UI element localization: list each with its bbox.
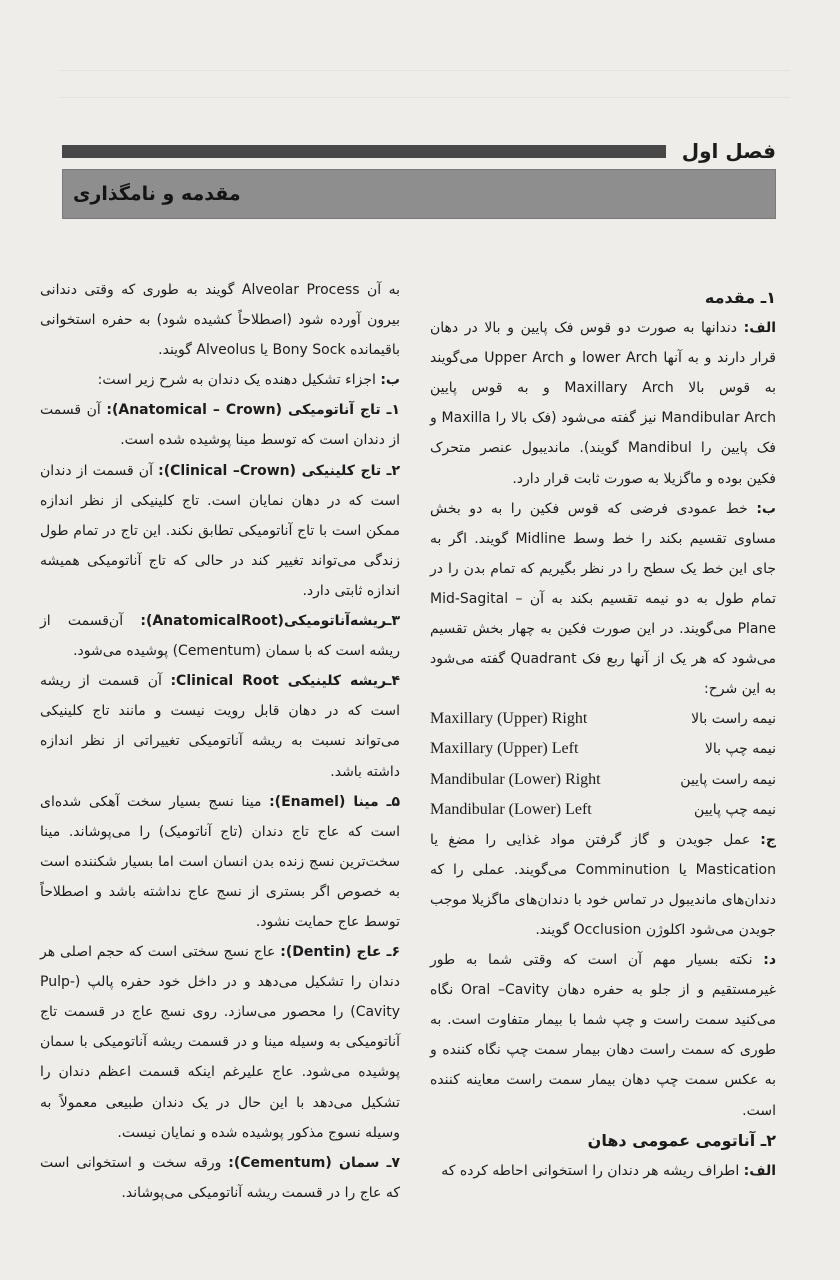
heading-oral-anatomy: ۲ـ آناتومی عمومی دهان: [587, 1130, 776, 1150]
quadrant-en: Mandibular (Lower) Left: [430, 800, 592, 818]
quadrant-fa: نیمه چپ پایین: [694, 801, 776, 818]
label-alef2: الف:: [743, 1162, 776, 1179]
text-jim: عمل جویدن و گاز گرفتن مواد غذایی را مضغ یا Mastication یا Comminution می‌گویند. عملی را که دندان‌های ماندیبول در تماس خود با دندان‌های ماگزیلا موجب جویدن می‌شود اکلوژن Occlusion گویند.: [430, 831, 776, 938]
text-dal: نکته بسیار مهم آن است که وقتی شما به طور غیرمستقیم و از جلو به حفره دهان Oral –Cavity نگاه می‌کنید سمت راست و چپ شما با بیمار متفاوت است. به طوری که سمت راست دهان بیمار سمت چپ نگاه کننده و به عکس سمت چپ دهان بیمار سمت راست معاینه کننده است.: [430, 952, 776, 1119]
item-label: ۱ـ تاج آناتومیکی (Anatomical – Crown):: [106, 402, 400, 419]
label-jim: ج:: [760, 831, 776, 848]
running-header-rule: [60, 70, 790, 98]
text-alef: دندانها به صورت دو قوس فک پایین و بالا در دهان قرار دارند و به آنها lower Arch و Upper Arch می‌گویند به قوس بالا Maxillary Arch و به قوس پایین Mandibular Arch نیز گفته می‌شود (فک بالا را Maxilla و فک پایین را Mandibul گویند). ماندیبول عنصر متحرک فکین بوده و ماگزیلا به صورت ثابت قرار دارد.: [430, 320, 777, 487]
label-alef: الف:: [743, 320, 776, 337]
left-column: [40, 275, 400, 1208]
item-text: آن قسمت از ریشه است که در دهان قابل رویت نیست و مانند تاج کلینیکی می‌تواند نسبت به ریشه آناتومیکی تغییراتی از نظر اندازه داشته باشد.: [40, 673, 400, 780]
list-item: [40, 1148, 400, 1208]
quadrant-row: [430, 704, 776, 734]
quadrant-fa: نیمه چپ بالا: [704, 741, 776, 758]
quadrant-list: [430, 704, 776, 824]
item-label: ۷ـ سمان (Cementum):: [228, 1154, 401, 1171]
chapter-bar: [62, 145, 666, 158]
paragraph-alef2: [430, 1156, 776, 1186]
item-text: آن قسمت از دندان است که توسط مینا پوشیده شده است.: [40, 402, 400, 449]
paragraph-jim: [430, 825, 776, 945]
label-be: ب:: [756, 500, 776, 517]
quadrant-en: Maxillary (Upper) Right: [430, 710, 588, 728]
chapter-header: [62, 136, 776, 166]
item-label: ۳ـریشه‌آناتومیکی(AnatomicalRoot):: [140, 613, 401, 630]
paragraph-dal: [430, 945, 776, 1126]
paragraph-intro: به آن Alveolar Process گویند به طوری که وقتی دندانی بیرون آورده شود (اصطلاحاً کشیده شود) به حفره استخوانی باقیمانده Bony Sock یا Alveolus گویند.: [40, 282, 400, 359]
paragraph-components: [40, 365, 400, 395]
list-item: [40, 606, 400, 666]
paragraph-alef: [430, 313, 776, 494]
item-label: ۴ـریشه کلینیکی Clinical Root:: [170, 673, 400, 690]
text-be: خط عمودی فرضی که قوس فکین را به دو بخش مساوی تقسیم بکند را خط وسط Midline گویند. اگر به جای این خط یک سطح را در نظر بگیریم که تمام بدن را در تمام طول به دو نیمه تقسیم بکند به آن Mid-Sagital – Plane می‌گویند. در این صورت فکین به چهار بخش تقسیم می‌شود که هر یک از آنها ربع فک Quadrant گفته می‌شود به این شرح:: [430, 500, 776, 698]
quadrant-row: [430, 734, 776, 764]
item-text: ورقه سخت و استخوانی است که عاج را در قسمت ریشه آناتومیکی می‌پوشاند.: [40, 1154, 400, 1201]
item-label: ۲ـ تاج کلینیکی (Clinical –Crown):: [158, 462, 400, 479]
section-title-box: [62, 169, 776, 219]
quadrant-row: [430, 795, 776, 825]
label-be: ب:: [380, 372, 400, 389]
paragraph-be: [430, 494, 776, 705]
item-label: ۶ـ عاج (Dentin):: [280, 944, 400, 961]
list-item: [40, 787, 400, 937]
list-item: [40, 456, 400, 606]
item-text: آن‌قسمت از ریشه است که با سمان (Cementum) پوشیده می‌شود.: [40, 613, 400, 660]
text-alef2: اطراف ریشه هر دندان را استخوانی احاطه کرده که: [441, 1162, 740, 1179]
quadrant-en: Maxillary (Upper) Left: [430, 740, 579, 758]
label-dal: د:: [763, 952, 777, 969]
heading-introduction: ۱ـ مقدمه: [704, 288, 776, 307]
text-components: اجزاء تشکیل دهنده یک دندان به شرح زیر است:: [97, 372, 376, 389]
right-column: [430, 283, 776, 1186]
quadrant-en: Mandibular (Lower) Right: [430, 770, 601, 788]
list-item: [40, 395, 400, 455]
quadrant-fa: نیمه راست بالا: [691, 711, 776, 728]
section-title: مقدمه و نامگذاری: [73, 183, 241, 205]
chapter-title: فصل اول: [681, 139, 776, 163]
item-text: عاج نسج سختی است که حجم اصلی هر دندان را تشکیل می‌دهد و در داخل خود حفره پالپ (Pulp-Cavity) را محصور می‌سازد. روی نسج عاج در قسمت تاج آناتومیکی به وسیله مینا و در قسمت ریشه آناتومیکی با سمان پوشیده می‌شود. عاج علیرغم اینکه قسمت اعظم دندان را تشکیل می‌دهد با این حال در یک دندان طبیعی معمولاً به وسیله نسوج مذکور پوشیده شده و نمایان نیست.: [40, 944, 400, 1141]
quadrant-row: [430, 765, 776, 795]
list-item: [40, 937, 400, 1148]
item-text: آن قسمت از دندان است که در دهان نمایان است. تاج کلینیکی از نظر اندازه ممکن است با تاج آناتومیکی تطابق نکند. این تاج در تمام طول زندگی می‌تواند تغییر کند در حالی که تاج آناتومیکی همیشه اندازه ثابتی دارد.: [40, 462, 400, 599]
quadrant-fa: نیمه راست پایین: [680, 771, 776, 788]
list-item: [40, 666, 400, 786]
item-label: ۵ـ مینا (Enamel):: [269, 793, 400, 810]
item-text: مینا نسج بسیار سخت آهکی شده‌ای است که عاج تاج دندان (تاج آناتومیک) را می‌پوشاند. مینا سخت‌ترین نسج زنده بدن انسان است اما بسیار شکننده است به خصوص اگر بستری از نسج عاج نداشته باشد و اصطلاحاً توسط عاج حمایت نشود.: [40, 793, 400, 930]
